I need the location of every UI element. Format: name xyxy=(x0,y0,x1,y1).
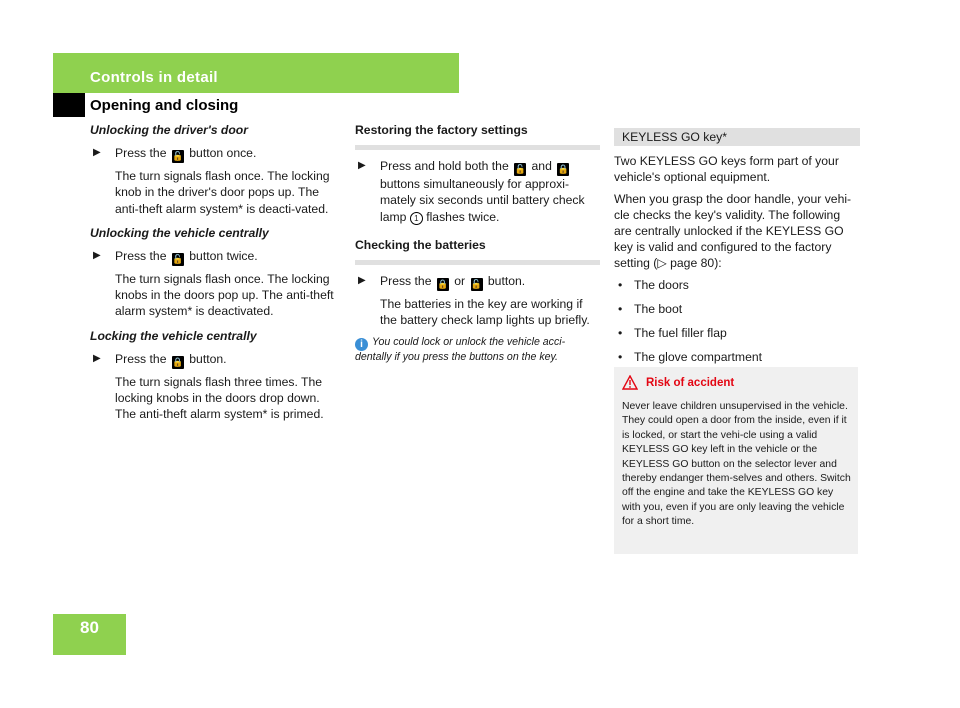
chapter-title: Controls in detail xyxy=(90,69,218,86)
step-text: buttons simultaneously for approxi-mately six seconds until battery check lamp xyxy=(380,177,585,224)
unlock-key-icon: 🔓 xyxy=(172,151,184,162)
bullet-icon: • xyxy=(618,326,623,341)
step-text: button. xyxy=(189,351,227,366)
page-reference-link[interactable]: page 80 xyxy=(670,256,715,271)
list-item-text: The fuel filler flap xyxy=(634,326,727,341)
step-arrow-icon: ▶ xyxy=(93,352,101,364)
unlock-driver-title: Unlocking the driver's door xyxy=(90,123,248,137)
info-note xyxy=(355,336,600,365)
paragraph-text: When you grasp the door handle, your vehi-cle checks the key's validity. The following are centrally unlocked if the KEYLESS GO key is valid and configured to the factory setting ( xyxy=(614,191,852,271)
column-right xyxy=(614,128,860,373)
lamp-callout: 1 xyxy=(410,212,423,225)
batteries-result: The batteries in the key are working if the battery check lamp lights up briefly. xyxy=(380,297,590,328)
restore-title: Restoring the factory settings xyxy=(355,122,600,150)
page-number: 80 xyxy=(80,618,99,637)
list-item-text: The glove compartment xyxy=(634,350,763,365)
step-text: Press the xyxy=(115,249,167,264)
list-item xyxy=(614,277,860,293)
unlock-central-title: Unlocking the vehicle centrally xyxy=(90,225,269,240)
lock-central-step xyxy=(90,351,340,369)
step-arrow-icon: ▶ xyxy=(93,250,101,262)
column-middle xyxy=(355,122,600,376)
lock-central-result: The turn signals flash three times. The locking knobs in the doors drop down. The anti-theft alarm system* is primed. xyxy=(115,374,324,422)
warning-triangle-icon xyxy=(622,375,638,390)
step-arrow-icon: ▶ xyxy=(358,160,366,172)
bullet-icon: • xyxy=(618,301,623,316)
batteries-step xyxy=(355,273,600,291)
batteries-title: Checking the batteries xyxy=(355,237,600,265)
unlock-key-icon: 🔓 xyxy=(514,164,526,175)
column-left xyxy=(90,122,340,430)
step-text: Press and hold both the xyxy=(380,159,509,174)
section-marker xyxy=(53,93,85,117)
lock-key-icon: 🔒 xyxy=(557,164,569,175)
list-item-text: The boot xyxy=(634,301,683,316)
unlock-key-icon: 🔓 xyxy=(172,254,184,265)
step-arrow-icon: ▶ xyxy=(358,275,366,287)
step-text: flashes twice. xyxy=(426,209,500,224)
page-ref-arrow-icon: ▷ xyxy=(657,256,667,271)
list-item-text: The doors xyxy=(634,277,689,292)
info-text: You could lock or unlock the vehicle acci-dentally if you press the buttons on the key. xyxy=(355,336,566,364)
keyless-heading: KEYLESS GO key* xyxy=(614,128,860,146)
bullet-icon: • xyxy=(618,350,623,365)
keyless-paragraph-1: Two KEYLESS GO keys form part of your vehicle's optional equipment. xyxy=(614,154,839,185)
step-text: Press the xyxy=(115,351,167,366)
paragraph-text: ): xyxy=(714,256,722,271)
step-text: button twice. xyxy=(189,249,258,264)
step-text: or xyxy=(454,274,466,289)
unlock-key-icon: 🔓 xyxy=(470,279,483,290)
unlock-central-result: The turn signals flash once. The locking knobs in the doors pop up. The anti-theft alarm system* is deactivated. xyxy=(115,272,334,319)
step-text: button. xyxy=(487,274,526,289)
warning-heading xyxy=(622,375,734,390)
lock-key-icon: 🔒 xyxy=(172,356,184,367)
step-text: Press the xyxy=(115,146,167,161)
list-item xyxy=(614,325,860,341)
warning-title: Risk of accident xyxy=(646,377,735,389)
step-arrow-icon: ▶ xyxy=(93,147,101,159)
unlock-central-step xyxy=(90,248,340,266)
unlock-driver-step xyxy=(90,145,340,163)
step-text: Press the xyxy=(380,274,432,289)
warning-text: Never leave children unsupervised in the vehicle. They could open a door from the inside, even if it is locked, or start the vehi-cle using a valid KEYLESS GO key left in the vehicle or the KEYLESS GO button on the selector lever and thereby endanger them-selves and others. Switch off the engine and take the KEYLESS GO key with you, even if you are only leaving the vehicle for a short time. xyxy=(622,401,851,528)
info-icon: i xyxy=(355,338,368,351)
lock-central-title: Locking the vehicle centrally xyxy=(90,328,257,343)
keyless-paragraph-2 xyxy=(614,191,860,272)
step-text: button once. xyxy=(189,146,257,161)
lock-key-icon: 🔒 xyxy=(437,279,449,290)
list-item xyxy=(614,349,860,365)
unlock-driver-result: The turn signals flash once. The locking knob in the driver's door pops up. The anti-theft alarm system* is deacti-vated. xyxy=(115,169,330,216)
step-text: and xyxy=(531,159,552,174)
section-title: Opening and closing xyxy=(90,97,239,114)
list-item xyxy=(614,301,860,317)
restore-step xyxy=(355,158,600,225)
bullet-icon: • xyxy=(618,277,623,292)
